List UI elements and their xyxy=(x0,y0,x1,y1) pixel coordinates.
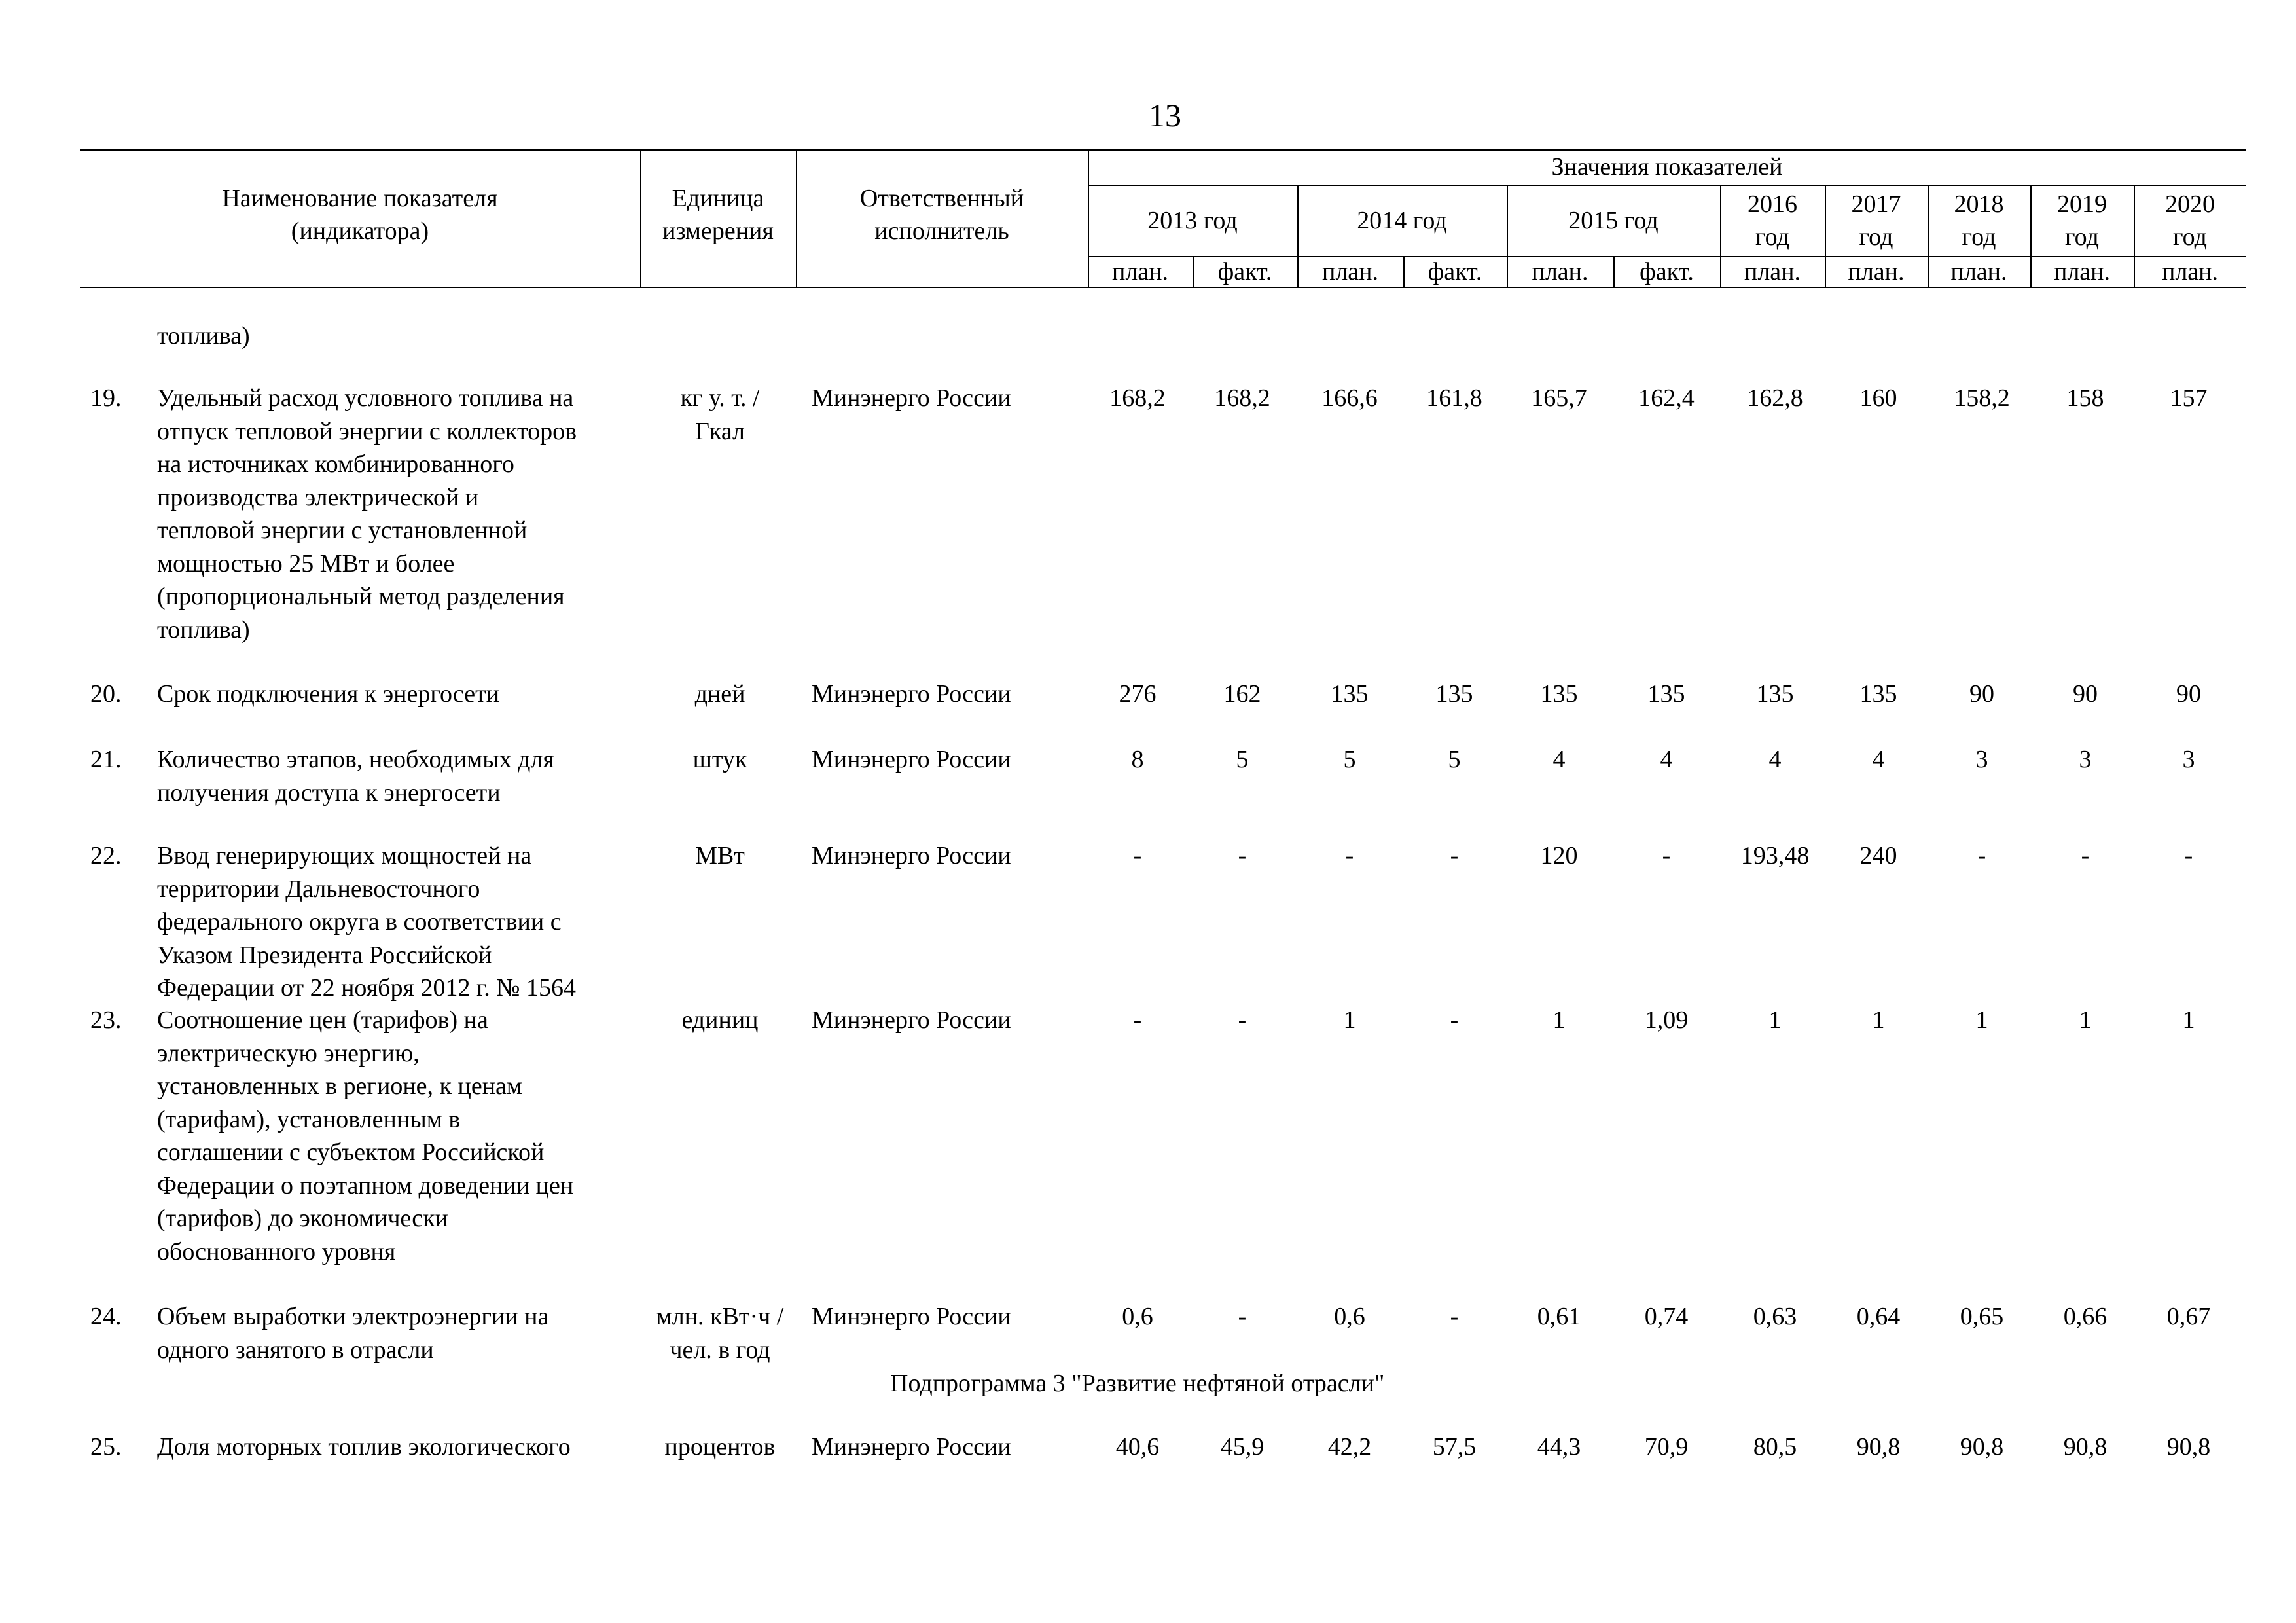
value-cell: 90 xyxy=(2176,680,2201,708)
value-cell: 276 xyxy=(1119,680,1157,708)
value-cell: 0,61 xyxy=(1537,1303,1581,1330)
indicator-name xyxy=(157,1431,635,1464)
value-cell: 1 xyxy=(1343,1006,1356,1034)
value-cell: 1 xyxy=(2182,1006,2195,1034)
table-row xyxy=(0,1431,2296,1464)
table-row xyxy=(0,382,2296,646)
table-row xyxy=(0,678,2296,711)
value-cell: 158 xyxy=(2066,384,2104,412)
value-cell: 162 xyxy=(1223,680,1261,708)
unit-line: штук xyxy=(692,746,747,773)
value-cell: 1 xyxy=(2079,1006,2092,1034)
value-cell: 3 xyxy=(2182,746,2195,773)
header-plan-7: план. xyxy=(2161,257,2218,285)
indicator-name-line: Объем выработки электроэнергии на xyxy=(157,1303,549,1330)
value-cell: 5 xyxy=(1343,746,1356,773)
header-year-7-line-1: 2020 xyxy=(2165,190,2215,218)
unit-of-measure xyxy=(639,382,801,448)
value-cell: 1 xyxy=(1768,1006,1782,1034)
table-row xyxy=(0,1004,2296,1268)
value-cell: 135 xyxy=(1647,680,1685,708)
row-number: 22. xyxy=(90,842,122,869)
value-cell: 90,8 xyxy=(1960,1433,2004,1461)
row-number: 21. xyxy=(90,746,122,773)
header-unit-line-2: измерения xyxy=(662,217,774,245)
value-cell: 90,8 xyxy=(1856,1433,1901,1461)
value-cell: 0,6 xyxy=(1334,1303,1365,1330)
value-cell: 120 xyxy=(1540,842,1578,869)
table-row xyxy=(0,839,2296,1005)
indicator-name-line: Срок подключения к энергосети xyxy=(157,680,500,708)
indicator-name xyxy=(157,678,635,711)
header-plan-4: план. xyxy=(1848,257,1905,285)
value-cell: 90,8 xyxy=(2063,1433,2108,1461)
value-cell: - xyxy=(1238,1006,1247,1034)
header-plan-0: план. xyxy=(1111,257,1168,285)
value-cell: - xyxy=(2184,842,2193,869)
header-plan-3: план. xyxy=(1744,257,1801,285)
value-cell: - xyxy=(1238,842,1247,869)
indicator-name xyxy=(157,839,635,1005)
value-cell: 3 xyxy=(1975,746,1988,773)
indicator-name-line: (тарифов) до экономически xyxy=(157,1205,448,1232)
header-year-4 xyxy=(1825,185,1928,256)
value-cell: 160 xyxy=(1859,384,1897,412)
indicator-name-line: топлива) xyxy=(157,615,250,644)
value-cell: 40,6 xyxy=(1115,1433,1160,1461)
value-cell: 0,63 xyxy=(1753,1303,1797,1330)
row-number: 19. xyxy=(90,384,122,412)
page-number: 13 xyxy=(1149,97,1181,134)
value-cell: 157 xyxy=(2170,384,2208,412)
header-indicator-name-line-1: Наименование показателя xyxy=(222,185,498,212)
header-plan-1: план. xyxy=(1321,257,1378,285)
value-cell: 4 xyxy=(1768,746,1782,773)
indicator-name-line: Указом Президента Российской xyxy=(157,941,492,969)
header-responsible-line-2: исполнитель xyxy=(874,217,1009,245)
header-plan-2: план. xyxy=(1532,257,1588,285)
value-cell: - xyxy=(1450,842,1459,869)
value-cell: - xyxy=(1238,1303,1247,1330)
value-cell: 168,2 xyxy=(1214,384,1270,412)
value-cell: 42,2 xyxy=(1327,1433,1372,1461)
header-year-3-line-2: год xyxy=(1755,223,1789,251)
unit-of-measure xyxy=(639,743,801,776)
indicator-name xyxy=(157,382,635,646)
responsible-executor: Минэнерго России xyxy=(812,1303,1011,1330)
value-cell: 240 xyxy=(1859,842,1897,869)
indicator-name-line: обоснованного уровня xyxy=(157,1237,396,1266)
value-cell: 0,74 xyxy=(1644,1303,1689,1330)
value-cell: 0,66 xyxy=(2063,1303,2108,1330)
unit-line: процентов xyxy=(664,1433,776,1461)
header-indicator-name-line-2: (индикатора) xyxy=(291,217,429,245)
unit-line: кг у. т. / xyxy=(680,384,760,412)
indicator-name xyxy=(157,1004,635,1268)
value-cell: 5 xyxy=(1236,746,1249,773)
indicator-name-line: Количество этапов, необходимых для xyxy=(157,746,554,773)
value-cell: 90 xyxy=(1969,680,1994,708)
indicator-name-line: (пропорциональный метод разделения xyxy=(157,583,565,610)
header-unit xyxy=(640,149,796,280)
indicator-name-line: одного занятого в отрасли xyxy=(157,1336,434,1364)
value-cell: 4 xyxy=(1552,746,1566,773)
value-cell: 3 xyxy=(2079,746,2092,773)
value-cell: 135 xyxy=(1859,680,1897,708)
header-fact-1: факт. xyxy=(1427,257,1482,285)
unit-line: млн. кВт·ч / xyxy=(656,1303,784,1330)
header-plan-5: план. xyxy=(1950,257,2007,285)
unit-line: чел. в год xyxy=(670,1336,770,1364)
unit-of-measure xyxy=(639,1431,801,1464)
unit-line: Гкал xyxy=(694,417,745,445)
row-number: 25. xyxy=(90,1433,122,1461)
indicator-name-line: Доля моторных топлив экологического xyxy=(157,1433,571,1461)
table-row xyxy=(0,743,2296,809)
value-cell: 162,8 xyxy=(1747,384,1803,412)
header-year-7 xyxy=(2134,185,2246,256)
header-indicator-name xyxy=(80,149,640,280)
value-cell: 193,48 xyxy=(1740,842,1810,869)
value-cell: - xyxy=(2081,842,2090,869)
indicator-name-line: Федерации о поэтапном доведении цен xyxy=(157,1171,574,1199)
value-cell: 158,2 xyxy=(1954,384,2010,412)
indicator-name-line: Ввод генерирующих мощностей на xyxy=(157,842,532,869)
indicator-name-line: отпуск тепловой энергии с коллекторов xyxy=(157,417,577,445)
value-cell: 135 xyxy=(1756,680,1794,708)
value-cell: 135 xyxy=(1435,680,1473,708)
responsible-executor: Минэнерго России xyxy=(812,842,1011,869)
unit-of-measure xyxy=(639,1300,801,1366)
header-unit-line-1: Единица xyxy=(672,185,764,212)
value-cell: 135 xyxy=(1540,680,1578,708)
indicator-name-line: производства электрической и xyxy=(157,483,479,511)
header-year-3 xyxy=(1720,185,1825,256)
indicator-name-line: тепловой энергии с установленной xyxy=(157,517,528,544)
indicator-name-line: Удельный расход условного топлива на xyxy=(157,384,574,412)
header-year-3-line-1: 2016 xyxy=(1748,190,1797,218)
value-cell: 165,7 xyxy=(1531,384,1587,412)
indicator-name xyxy=(157,1300,635,1366)
indicator-name-line: (тарифам), установленным в xyxy=(157,1105,461,1133)
indicator-name-line: мощностью 25 МВт и более xyxy=(157,549,455,577)
header-year-5-line-1: 2018 xyxy=(1954,190,2004,218)
header-year-6-line-1: 2019 xyxy=(2057,190,2107,218)
responsible-executor: Минэнерго России xyxy=(812,746,1011,773)
value-cell: 4 xyxy=(1660,746,1673,773)
responsible-executor: Минэнерго России xyxy=(812,1006,1011,1034)
value-cell: 0,6 xyxy=(1122,1303,1153,1330)
value-cell: 5 xyxy=(1448,746,1461,773)
row-number: 23. xyxy=(90,1006,122,1034)
indicator-name-line: соглашении с субъектом Российской xyxy=(157,1139,545,1166)
value-cell: 44,3 xyxy=(1537,1433,1581,1461)
value-cell: 162,4 xyxy=(1638,384,1695,412)
indicator-name-line: электрическую энергию, xyxy=(157,1039,420,1067)
value-cell: 45,9 xyxy=(1220,1433,1265,1461)
value-cell: - xyxy=(1662,842,1671,869)
indicator-name xyxy=(157,743,635,809)
value-cell: - xyxy=(1977,842,1986,869)
value-cell: 161,8 xyxy=(1426,384,1482,412)
value-cell: 4 xyxy=(1872,746,1885,773)
indicator-name-line: получения доступа к энергосети xyxy=(157,778,501,807)
header-year-2: 2015 год xyxy=(1568,206,1659,234)
indicator-name-line: установленных в регионе, к ценам xyxy=(157,1072,522,1100)
header-year-0: 2013 год xyxy=(1147,206,1238,234)
responsible-executor: Минэнерго России xyxy=(812,680,1011,708)
header-year-6-line-2: год xyxy=(2065,223,2099,251)
header-year-5-line-2: год xyxy=(1962,223,1996,251)
indicator-name-line: на источниках комбинированного xyxy=(157,450,514,478)
value-cell: - xyxy=(1450,1303,1459,1330)
unit-line: дней xyxy=(694,680,745,708)
header-year-6 xyxy=(2030,185,2134,256)
indicator-name-line: Соотношение цен (тарифов) на xyxy=(157,1006,488,1034)
value-cell: 1 xyxy=(1975,1006,1988,1034)
header-fact-2: факт. xyxy=(1640,257,1694,285)
row-number: 20. xyxy=(90,680,122,708)
value-cell: 1 xyxy=(1872,1006,1885,1034)
row-number: 24. xyxy=(90,1303,122,1330)
value-cell: - xyxy=(1133,1006,1142,1034)
value-cell: 0,64 xyxy=(1856,1303,1901,1330)
header-year-4-line-1: 2017 xyxy=(1851,190,1901,218)
value-cell: 80,5 xyxy=(1753,1433,1797,1461)
value-cell: 135 xyxy=(1331,680,1369,708)
value-cell: 166,6 xyxy=(1321,384,1378,412)
subprogram-title: Подпрограмма 3 "Развитие нефтяной отрасли" xyxy=(890,1370,1385,1397)
value-cell: - xyxy=(1450,1006,1459,1034)
value-cell: 1 xyxy=(1552,1006,1566,1034)
indicator-name-line: территории Дальневосточного xyxy=(157,875,480,903)
value-cell: 70,9 xyxy=(1644,1433,1689,1461)
header-plan-6: план. xyxy=(2053,257,2110,285)
indicator-name-line: Федерации от 22 ноября 2012 г. № 1564 xyxy=(157,974,577,1002)
value-cell: 8 xyxy=(1131,746,1144,773)
header-year-4-line-2: год xyxy=(1859,223,1893,251)
table-header xyxy=(80,149,2246,288)
indicator-name-line: федерального округа в соответствии с xyxy=(157,908,562,936)
header-fact-0: факт. xyxy=(1217,257,1272,285)
value-cell: - xyxy=(1133,842,1142,869)
value-cell: 0,65 xyxy=(1960,1303,2004,1330)
header-values-title: Значения показателей xyxy=(1551,153,1783,181)
value-cell: 168,2 xyxy=(1109,384,1166,412)
header-responsible-line-1: Ответственный xyxy=(859,185,1024,212)
header-year-7-line-2: год xyxy=(2173,223,2207,251)
unit-line: единиц xyxy=(681,1006,759,1034)
value-cell: 0,67 xyxy=(2166,1303,2211,1330)
header-year-1: 2014 год xyxy=(1357,206,1447,234)
unit-of-measure xyxy=(639,678,801,711)
value-cell: 90 xyxy=(2073,680,2098,708)
table-row xyxy=(0,1300,2296,1366)
continuation-text: топлива) xyxy=(157,322,250,350)
unit-line: МВт xyxy=(695,842,745,869)
unit-of-measure xyxy=(639,1004,801,1037)
value-cell: 57,5 xyxy=(1432,1433,1477,1461)
responsible-executor: Минэнерго России xyxy=(812,1433,1011,1461)
header-responsible xyxy=(796,149,1088,280)
value-cell: 1,09 xyxy=(1644,1006,1689,1034)
value-cell: 90,8 xyxy=(2166,1433,2211,1461)
responsible-executor: Минэнерго России xyxy=(812,384,1011,412)
header-year-5 xyxy=(1928,185,2030,256)
unit-of-measure xyxy=(639,839,801,873)
value-cell: - xyxy=(1345,842,1354,869)
